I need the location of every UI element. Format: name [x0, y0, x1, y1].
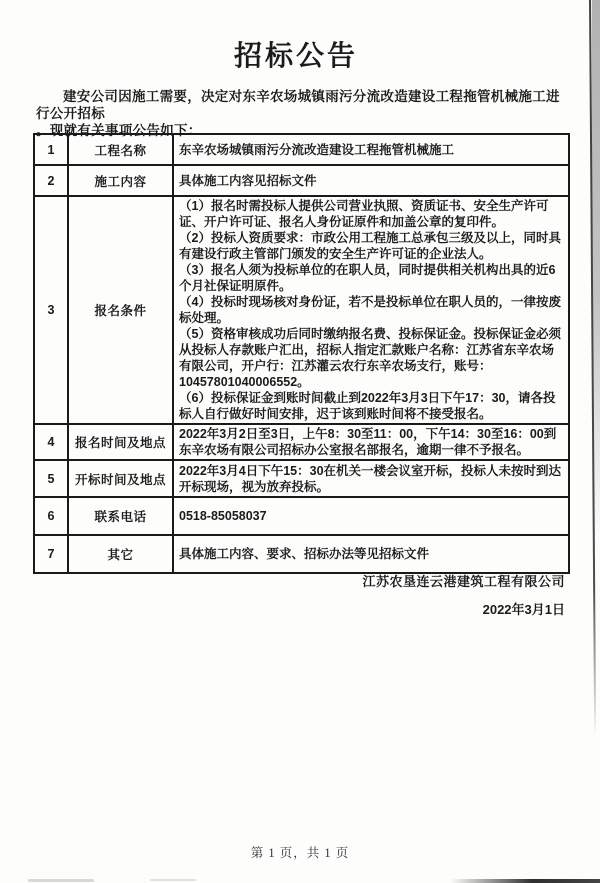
table-row	[34, 165, 569, 196]
row-label: 开标时间及地点	[68, 460, 173, 497]
page-number: 第 1 页，共 1 页	[250, 846, 350, 860]
content-paragraph: （3）报名人须为投标单位的在职人员，同时提供相关机构出具的近6个月社保证明原件。	[179, 263, 556, 293]
content-paragraph: （2）投标人资质要求：市政公用工程施工总承包三级及以上，同时具有建设行政主管部门颁发的安全生产许可证的企业法人。	[179, 231, 561, 261]
row-label: 其它	[68, 535, 173, 573]
content-paragraph: 东辛农场城镇雨污分流改造建设工程拖管机械施工	[179, 142, 455, 157]
content-paragraph: （5）资格审核成功后同时缴纳报名费、投标保证金。投标保证金必须从投标人存款账户汇出，招标人指定汇款账户名称：江苏省东辛农场有限公司，开户行：江苏灌云农行东辛农场支行，账号：10457801040006552。	[179, 327, 561, 389]
content-paragraph: （1）报名时需投标人提供公司营业执照、资质证书、安全生产许可证、开户许可证、报名人身份证原件和加盖公章的复印件。	[179, 199, 549, 229]
row-content	[173, 196, 569, 424]
content-paragraph: 2022年3月2日至3日，上午8：30至11：00，下午14：30至16：00到东辛农场有限公司招标办公室报名部报名，逾期一律不予报名。	[179, 427, 557, 457]
content-paragraph: （6）投标保证金到账时间截止到2022年3月3日下午17：30，请各投标人自行做好时间安排，迟于该到账时间将不接受报名。	[179, 391, 556, 421]
announcement-table	[33, 133, 570, 574]
row-number: 1	[34, 134, 68, 165]
issuer-signature: 江苏农垦连云港建筑工程有限公司	[362, 574, 565, 589]
page-title: 招标公告	[233, 41, 358, 72]
scan-smudge-mid	[150, 879, 196, 881]
row-content	[173, 165, 569, 196]
table-row	[34, 134, 569, 165]
table-row	[34, 424, 569, 460]
row-number: 3	[34, 196, 68, 424]
row-number: 5	[34, 460, 68, 497]
content-paragraph: 具体施工内容见招标文件	[179, 173, 317, 188]
content-paragraph: 0518-85058037	[179, 509, 267, 523]
table-row	[34, 460, 569, 497]
table-row	[34, 497, 569, 535]
content-paragraph: （4）投标时现场核对身份证，若不是投标单位在职人员的，一律按废标处理。	[179, 295, 561, 325]
row-label: 施工内容	[68, 165, 173, 196]
intro-paragraph	[36, 88, 566, 139]
scan-smudge-left	[28, 879, 94, 882]
row-number: 7	[34, 535, 68, 573]
intro-line-2: 。现就有关事项公告如下：	[36, 123, 202, 138]
row-label: 报名时间及地点	[68, 424, 173, 460]
issue-date: 2022年3月1日	[482, 602, 565, 617]
table-row	[34, 535, 569, 573]
content-paragraph: 具体施工内容、要求、招标办法等见招标文件	[179, 547, 430, 561]
row-content	[173, 134, 569, 165]
row-label: 工程名称	[68, 134, 173, 165]
row-content	[173, 460, 569, 497]
row-content	[173, 497, 569, 535]
row-label: 联系电话	[68, 497, 173, 535]
row-label: 报名条件	[68, 196, 173, 424]
row-number: 4	[34, 424, 68, 460]
row-content	[173, 535, 569, 573]
row-number: 2	[34, 165, 68, 196]
row-content	[173, 424, 569, 460]
content-paragraph: 2022年3月4日下午15：30在机关一楼会议室开标，投标人未按时到达开标现场，视为放弃投标。	[179, 463, 562, 494]
row-number: 6	[34, 497, 68, 535]
intro-line-1: 建安公司因施工需要，决定对东辛农场城镇雨污分流改造建设工程拖管机械施工进行公开招标	[36, 89, 560, 121]
announcement-table-body	[34, 134, 569, 573]
table-row	[34, 196, 569, 424]
scan-edge-bottom	[450, 879, 600, 883]
